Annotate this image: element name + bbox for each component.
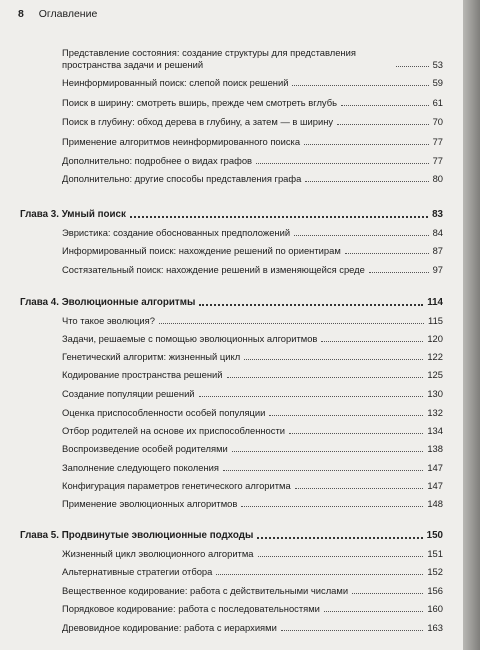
toc-entry [62, 603, 443, 615]
toc-entry-title: Представление состояния: создание структуры для представления пространства задачи и решений [62, 47, 356, 70]
toc-entry-page: 150 [426, 530, 443, 541]
toc-chapter-heading [20, 209, 443, 221]
toc-leader-dots [289, 433, 423, 434]
toc-entry [62, 97, 443, 109]
toc-entry [62, 462, 443, 474]
toc-entry-page: 163 [427, 622, 443, 633]
toc-entry-title: Воспроизведение особей родителями [62, 443, 228, 454]
toc-leader-dots [304, 144, 429, 145]
toc-entry-page: 114 [427, 297, 443, 308]
toc-entry [62, 622, 443, 634]
toc-entry-title: Создание популяции решений [62, 388, 195, 399]
toc-entry [62, 173, 443, 185]
toc-entry-title: Применение алгоритмов неинформированного поиска [62, 136, 301, 147]
page-title: Оглавление [38, 8, 98, 20]
toc-entry-title: Неинформированный поиск: слепой поиск решений [62, 77, 289, 88]
toc-entry [62, 407, 443, 419]
toc-entry-page: 80 [432, 173, 443, 184]
toc-entry [62, 245, 443, 257]
toc-entry [62, 548, 443, 560]
toc-leader-dots [352, 593, 423, 594]
toc-entry-page: 77 [432, 136, 443, 147]
toc-leader-dots [369, 272, 429, 273]
toc-entry-title: Глава 3. Умный поиск [20, 209, 126, 220]
toc-entry [62, 369, 443, 381]
toc-leader-dots [337, 124, 428, 125]
toc-entry [62, 155, 443, 167]
toc-leader-dots [199, 396, 424, 397]
toc-entry [62, 315, 443, 327]
toc-entry-title: Поиск в глубину: обход дерева в глубину, а затем — в ширину [62, 116, 334, 127]
toc-entry [62, 264, 443, 276]
toc-entry-title: Задачи, решаемые с помощью эволюционных алгоритмов [62, 333, 318, 344]
toc-chapter-heading [20, 297, 443, 309]
toc-leader-dots [321, 341, 423, 342]
toc-entry-title: Что такое эволюция? [62, 315, 155, 326]
toc-entry [62, 498, 443, 510]
toc-leader-dots [256, 163, 429, 164]
toc-entry-page: 84 [432, 227, 443, 238]
toc-entry-title: Поиск в ширину: смотреть вширь, прежде чем смотреть вглубь [62, 97, 337, 108]
toc-entry [62, 566, 443, 578]
toc-entry-title: Древовидное кодирование: работа с иерархиями [62, 622, 277, 633]
page-edge-shadow [463, 0, 480, 650]
toc-entry-page: 59 [432, 77, 443, 88]
toc-entry-title: Альтернативные стратегии отбора [62, 566, 213, 577]
toc-entry-page: 138 [427, 443, 443, 454]
toc-entry [62, 47, 443, 70]
toc-entry [62, 116, 443, 128]
toc-leader-dots [241, 506, 423, 507]
toc-entry-page: 97 [432, 264, 443, 275]
toc-chapter-heading [20, 530, 443, 542]
toc-leader-dots [292, 85, 428, 86]
toc-entry-page: 130 [427, 388, 443, 399]
page-number: 8 [18, 8, 24, 20]
toc-leader-dots [223, 470, 423, 471]
toc-entry-page: 132 [427, 407, 443, 418]
toc-leader-dots [341, 105, 429, 106]
toc-leader-dots [295, 488, 424, 489]
toc-leader-dots [269, 415, 423, 416]
toc-leader-dots [257, 537, 422, 539]
toc-entry-page: 148 [427, 498, 443, 509]
toc-entry [62, 480, 443, 492]
toc-entry-page: 83 [432, 209, 443, 220]
toc-entry [62, 333, 443, 345]
toc-entry-title: Кодирование пространства решений [62, 369, 223, 380]
toc-entry-page: 147 [427, 480, 443, 491]
toc-entry-title: Вещественное кодирование: работа с действительными числами [62, 585, 349, 596]
toc-entry-title: Дополнительно: другие способы представления графа [62, 173, 302, 184]
toc-entry-page: 87 [432, 245, 443, 256]
toc-entry-title: Порядковое кодирование: работа с последовательностями [62, 603, 320, 614]
toc-entry-page: 152 [427, 566, 443, 577]
toc-entry [62, 351, 443, 363]
toc-entry-page: 61 [432, 97, 443, 108]
toc-entry [62, 585, 443, 597]
toc-entry [62, 136, 443, 148]
toc-leader-dots [258, 556, 424, 557]
toc-leader-dots [244, 359, 423, 360]
toc-entry [62, 77, 443, 89]
toc-entry-title: Оценка приспособленности особей популяции [62, 407, 266, 418]
toc-leader-dots [345, 253, 429, 254]
toc-entry-page: 115 [428, 315, 443, 326]
toc-leader-dots [232, 451, 424, 452]
toc-entry-title: Глава 4. Эволюционные алгоритмы [20, 297, 196, 308]
toc-leader-dots [305, 181, 428, 182]
toc-entry-title: Состязательный поиск: нахождение решений в изменяющейся среде [62, 264, 365, 275]
toc-entry-page: 122 [427, 351, 443, 362]
toc-entry-page: 156 [427, 585, 443, 596]
toc-entry [62, 227, 443, 239]
toc-entry-title: Генетический алгоритм: жизненный цикл [62, 351, 241, 362]
toc-entry-title: Эвристика: создание обоснованных предположений [62, 227, 291, 238]
toc-leader-dots [396, 66, 429, 67]
toc-leader-dots [159, 323, 424, 324]
toc-entry-title: Глава 5. Продвинутые эволюционные подходы [20, 530, 254, 541]
toc-leader-dots [227, 377, 424, 378]
toc-entry-page: 160 [427, 603, 443, 614]
toc-entry [62, 425, 443, 437]
toc-entry-page: 120 [427, 333, 443, 344]
toc-entry-title: Применение эволюционных алгоритмов [62, 498, 238, 509]
toc-entry-title: Отбор родителей на основе их приспособленности [62, 425, 285, 436]
toc-leader-dots [294, 235, 429, 236]
toc-entry [62, 388, 443, 400]
toc-entry-page: 147 [427, 462, 443, 473]
toc-entry-title: Информированный поиск: нахождение решений по ориентирам [62, 245, 341, 256]
toc-leader-dots [130, 216, 428, 218]
toc-leader-dots [216, 574, 423, 575]
toc-entry-page: 70 [432, 116, 443, 127]
toc-entry-page: 125 [427, 369, 443, 380]
toc-entry-title: Заполнение следующего поколения [62, 462, 219, 473]
toc-entry [62, 443, 443, 455]
toc-entry-page: 53 [432, 58, 443, 70]
toc-entry-page: 77 [432, 155, 443, 166]
toc-leader-dots [199, 304, 423, 306]
toc-entry-title: Дополнительно: подробнее о видах графов [62, 155, 253, 166]
toc-entry-title: Жизненный цикл эволюционного алгоритма [62, 548, 254, 559]
toc-leader-dots [281, 630, 424, 631]
toc-entry-page: 134 [427, 425, 443, 436]
toc-entry-title: Конфигурация параметров генетического алгоритма [62, 480, 291, 491]
toc-leader-dots [324, 611, 423, 612]
toc-entry-page: 151 [427, 548, 443, 559]
